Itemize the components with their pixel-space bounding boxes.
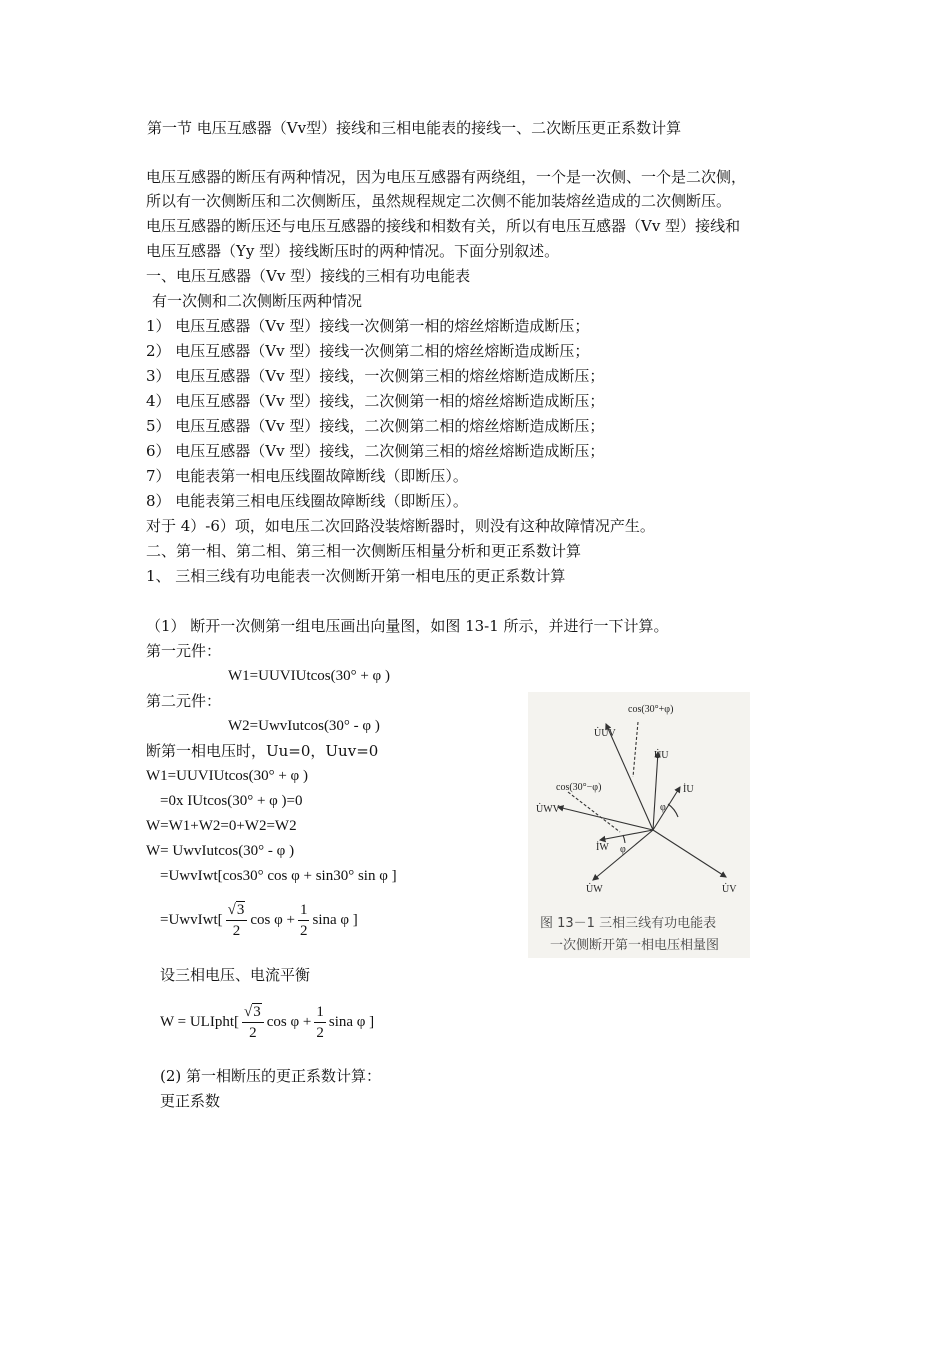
step1-text: （1） 断开一次侧第一组电压画出向量图，如图 13-1 所示，并进行一下计算。 <box>146 617 669 635</box>
w1-zero-formula: =0x IUtcos(30° + φ )=0 <box>160 793 303 809</box>
intro-line-4: 电压互感器（Yy 型）接线断压时的两种情况。下面分别叙述。 <box>146 242 560 260</box>
label-phi: φ <box>660 802 666 813</box>
iw-vector <box>600 830 653 840</box>
uuv-vector <box>606 724 653 830</box>
iu-vector <box>653 787 680 830</box>
label-phi: φ <box>620 844 626 855</box>
label-iu: İU <box>683 784 694 795</box>
projection-line <box>633 722 638 777</box>
projection-line <box>568 792 620 832</box>
list-item: 7） 电能表第一相电压线圈故障断线（即断压）。 <box>146 467 468 485</box>
sqrt3-over-2-fraction: $\frac{√3}{2}$ <box>242 1002 264 1043</box>
formula-prefix: =UwvIwt[ <box>160 911 223 928</box>
list-item: 4） 电压互感器（Vv 型）接线，二次侧第一相的熔丝熔断造成断压； <box>146 392 605 410</box>
balance-text: 设三相电压、电流平衡 <box>160 966 311 984</box>
sqrt3-over-2-fraction: $\frac{√3}{2}$ <box>226 900 248 941</box>
cos-phi-term: cos φ + <box>266 1013 312 1030</box>
step2-text: (2) 第一相断压的更正系数计算： <box>160 1067 382 1085</box>
break-condition: 断第一相电压时，Uu=0，Uuv=0 <box>146 742 379 760</box>
list-item: 2） 电压互感器（Vv 型）接线一次侧第二相的熔丝熔断造成断压； <box>146 342 590 360</box>
label-uv: U̇V <box>722 884 737 895</box>
uu-vector <box>653 752 658 830</box>
sin-phi-term: sina φ ] <box>328 1013 375 1030</box>
uwv-vector <box>558 807 653 830</box>
label-cos-minus: cos(30°−φ) <box>556 782 602 793</box>
w-expand-formula: =UwvIwt[cos30° cos φ + sin30° sin φ ] <box>160 868 397 884</box>
list-item: 1） 电压互感器（Vv 型）接线一次侧第一相的熔丝熔断造成断压； <box>146 317 590 335</box>
phasor-diagram-figure <box>528 692 750 958</box>
figure-caption-line1: 图 13－1 三相三线有功电能表 <box>540 916 717 931</box>
w-formula: W= UwvIutcos(30° - φ ) <box>146 843 295 859</box>
section1-subheading: 有一次侧和二次侧断压两种情况 <box>152 292 363 310</box>
element1-formula: W1=UUVIUtcos(30° + φ ) <box>228 668 390 684</box>
sqrt3-value: 3 <box>253 1004 261 1020</box>
one-over-2-fraction <box>298 900 310 941</box>
correction-label: 更正系数 <box>160 1092 221 1110</box>
fraction-denominator: 2 <box>232 923 241 939</box>
section2-subheading: 1、 三相三线有功电能表一次侧断开第一相电压的更正系数计算 <box>146 567 566 585</box>
list-item: 8） 电能表第三相电压线圈故障断线（即断压）。 <box>146 492 468 510</box>
list-item: 5） 电压互感器（Vv 型）接线，二次侧第二相的熔丝熔断造成断压； <box>146 417 605 435</box>
phi-arc <box>623 835 625 843</box>
cos-phi-term: cos φ + <box>250 911 295 928</box>
list-item: 6） 电压互感器（Vv 型）接线，二次侧第三相的熔丝熔断造成断压； <box>146 442 605 460</box>
intro-line-3: 电压互感器的断压还与电压互感器的接线和相数有关，所以有电压互感器（Vv 型）接线和 <box>146 217 741 235</box>
label-uu: U̇U <box>654 750 669 761</box>
list-item: 3） 电压互感器（Vv 型）接线，一次侧第三相的熔丝熔断造成断压； <box>146 367 605 385</box>
label-uwv: U̇WV <box>536 804 560 815</box>
page-title: 第一节 电压互感器（Vv型）接线和三相电能表的接线一、二次断压更正系数计算 <box>147 119 682 137</box>
element1-label: 第一元件： <box>146 642 222 660</box>
phi-arc <box>668 804 678 817</box>
fraction-numerator: 1 <box>298 900 310 921</box>
fraction-denominator: 2 <box>316 1025 324 1041</box>
label-cos-plus: cos(30°+φ) <box>628 704 674 715</box>
note-line: 对于 4）-6）项，如电压二次回路没装熔断器时，则没有这种故障情况产生。 <box>146 517 655 535</box>
element2-label: 第二元件： <box>146 692 222 710</box>
formula-prefix: W = ULIpht[ <box>160 1013 239 1030</box>
uv-vector <box>653 830 726 877</box>
sqrt3-value: 3 <box>236 902 245 918</box>
label-uuv: U̇UV <box>594 728 616 739</box>
w-final-formula <box>160 1002 374 1043</box>
fraction-numerator: 1 <box>314 1002 326 1023</box>
w1-formula: W1=UUVIUtcos(30° + φ ) <box>146 768 308 784</box>
label-iw: İW <box>596 842 609 853</box>
fraction-denominator: 2 <box>249 1025 257 1041</box>
section1-heading: 一、电压互感器（Vv 型）接线的三相有功电能表 <box>146 267 471 285</box>
intro-line-1: 电压互感器的断压有两种情况，因为电压互感器有两绕组，一个是一次侧、一个是二次侧， <box>146 168 747 186</box>
w-fraction-formula <box>160 900 358 941</box>
sin-phi-term: sina φ ] <box>312 911 358 928</box>
figure-caption-line2: 一次侧断开第一相电压相量图 <box>550 938 720 953</box>
element2-formula: W2=UwvIutcos(30° - φ ) <box>228 718 380 734</box>
label-uw: U̇W <box>586 884 603 895</box>
fraction-denominator: 2 <box>299 923 308 939</box>
uw-vector <box>593 830 653 880</box>
w-sum-formula: W=W1+W2=0+W2=W2 <box>146 818 297 834</box>
section2-heading: 二、第一相、第二相、第三相一次侧断压相量分析和更正系数计算 <box>146 542 582 560</box>
one-over-2-fraction <box>314 1002 326 1043</box>
intro-line-2: 所以有一次侧断压和二次侧断压，虽然规程规定二次侧不能加装熔丝造成的二次侧断压。 <box>146 192 732 210</box>
